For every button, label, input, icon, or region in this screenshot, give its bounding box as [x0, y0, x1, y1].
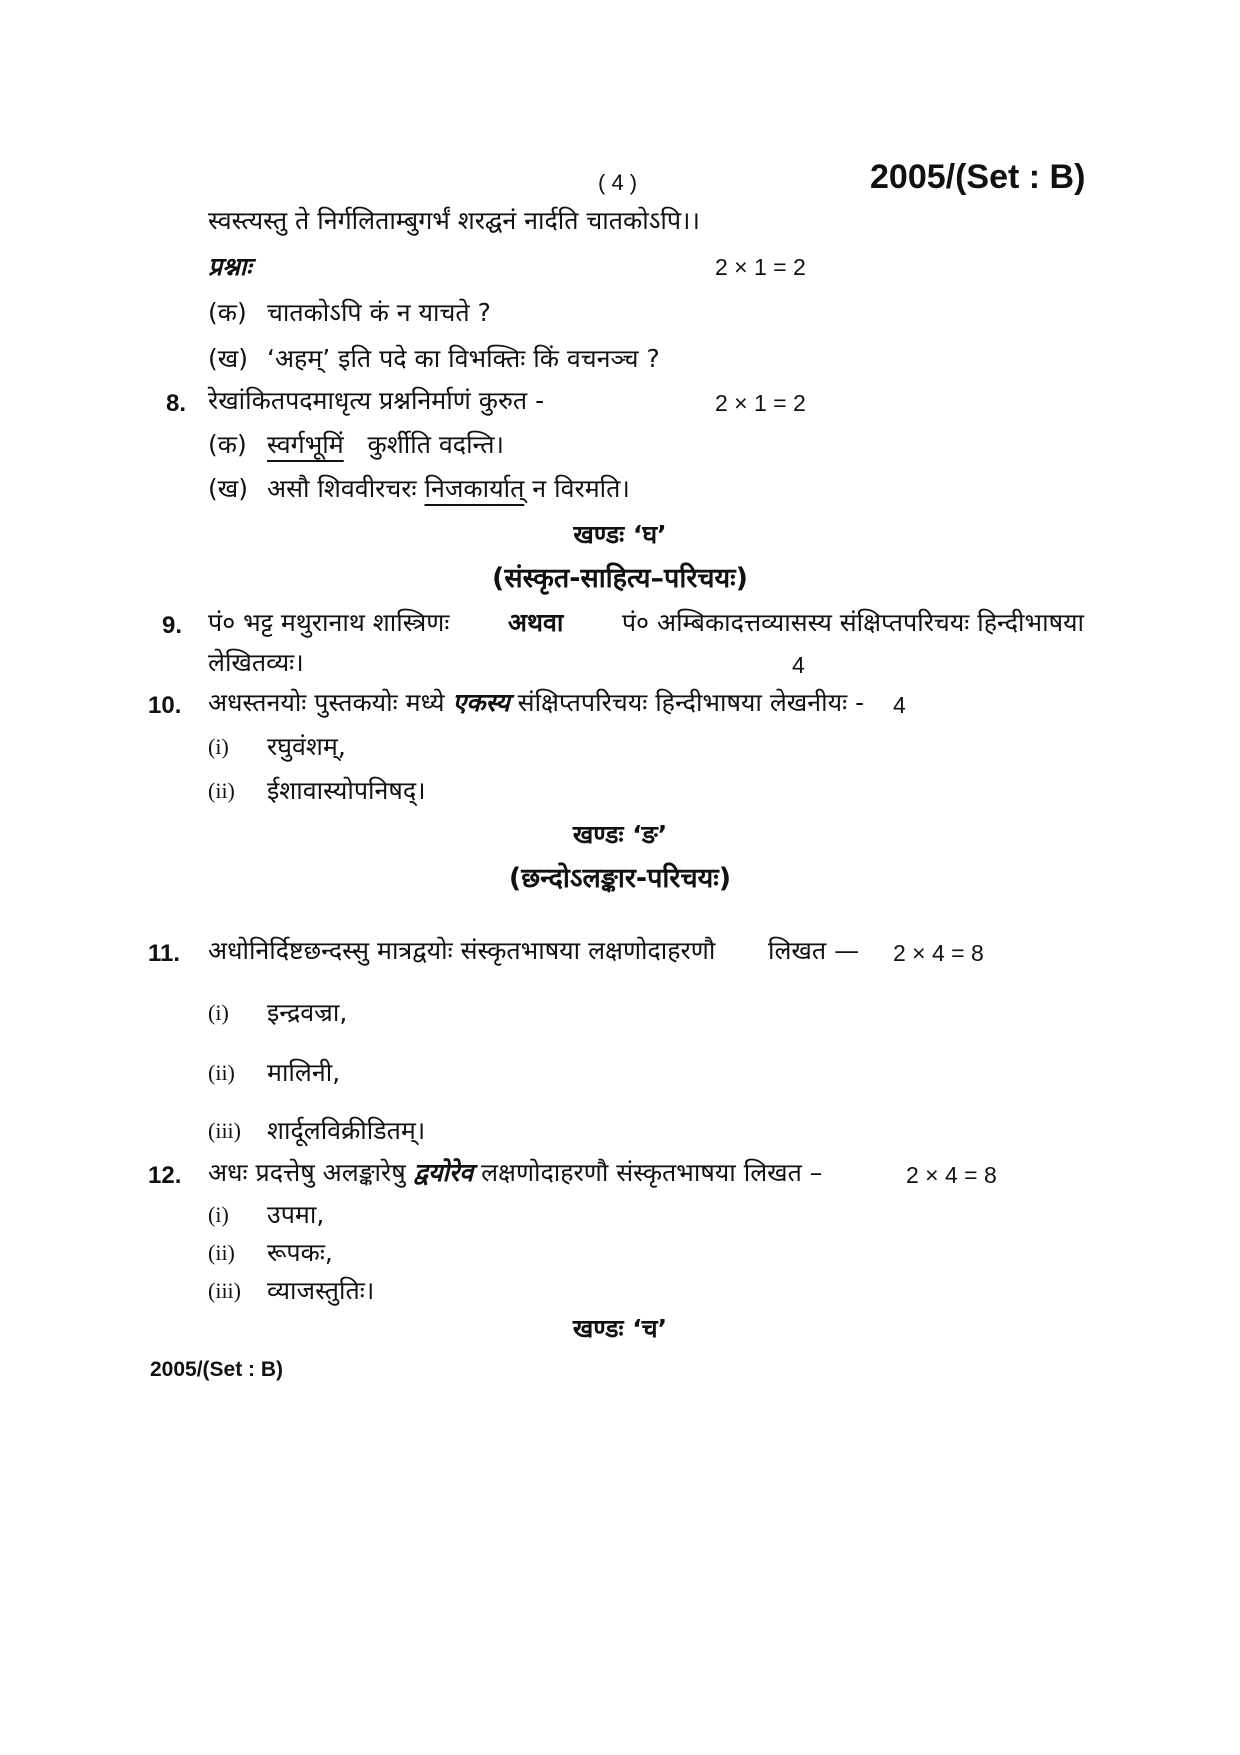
option-text: इन्द्रवज्रा, [267, 998, 348, 1027]
prashna-heading: प्रश्नाः [208, 252, 252, 281]
section-title: खण्डः ‘च’ [572, 1314, 668, 1343]
q10-part-b: संक्षिप्तपरिचयः हिन्दीभाषया लेखनीयः - [517, 688, 865, 717]
set-code-header: 2005/(Set : B) [870, 158, 1086, 196]
section-title: खण्डः ‘घ’ [573, 520, 667, 549]
option-label: (i) [208, 1202, 229, 1227]
question-text: रेखांकितपदमाधृत्य प्रश्ननिर्माणं कुरुत - [208, 386, 545, 415]
underlined-word: स्वर्गभूमिं [267, 430, 344, 459]
question-marks: 2 × 1 = 2 [715, 390, 806, 416]
section-title: खण्डः ‘ङ’ [572, 820, 668, 849]
prashna-item-label: (ख) [208, 344, 248, 373]
q9-athava: अथवा [507, 608, 564, 637]
option-rest: न विरमति। [532, 474, 630, 503]
question-marks: 4 [792, 652, 805, 678]
section-subtitle: (छन्दोऽलङ्कार-परिचयः) [508, 863, 732, 894]
q10-ekasya: एकस्य [452, 688, 510, 717]
option-text [267, 472, 630, 506]
option-label: (ii) [208, 1240, 235, 1265]
question-text-cont: लेखितव्यः। [208, 648, 304, 677]
option-label: (क) [208, 430, 247, 459]
page-number: ( 4 ) [598, 170, 638, 195]
option-text: शार्दूलविक्रीडितम्। [267, 1116, 426, 1145]
section-subtitle: (संस्कृत-साहित्य–परिचयः) [492, 563, 748, 594]
prashna-item-text: ‘अहम्’ इति पदे का विभक्तिः किं वचनञ्च ? [267, 344, 660, 373]
q12-part-b: लक्षणोदाहरणौ संस्कृतभाषया लिखत – [481, 1158, 823, 1187]
option-label: (iii) [208, 1278, 241, 1303]
option-text: ईशावास्योपनिषद्। [267, 776, 426, 805]
question-number: 10. [148, 692, 182, 719]
question-marks: 4 [893, 692, 906, 718]
option-rest: कुर्शीति वदन्ति। [367, 430, 504, 459]
option-text: उपमा, [267, 1200, 325, 1229]
q10-part-a: अधस्तनयोः पुस्तकयोः मध्ये [208, 688, 445, 717]
question-number: 11. [148, 940, 181, 967]
option-text: व्याजस्तुतिः। [267, 1276, 375, 1305]
option-label: (ii) [208, 778, 235, 803]
question-number: 9. [162, 612, 183, 639]
prashna-marks: 2 × 1 = 2 [715, 254, 806, 280]
q12-dvayoreva: द्वयोरेव [413, 1158, 474, 1187]
question-text [208, 686, 864, 720]
option-pre: असौ शिववीरचरः [267, 474, 417, 503]
option-label: (i) [208, 734, 229, 759]
q9-part-b: पं० अम्बिकादत्तव्यासस्य संक्षिप्तपरिचयः हिन्दीभाषया [621, 608, 1084, 637]
option-text: मालिनी, [267, 1058, 341, 1087]
underlined-word: निजकार्यात् [424, 474, 525, 503]
option-label: (ii) [208, 1060, 235, 1085]
prashna-item-text: चातकोऽपि कं न याचते ? [267, 298, 491, 327]
question-text [208, 606, 1084, 640]
q12-part-a: अधः प्रदत्तेषु अलङ्कारेषु [208, 1158, 406, 1187]
question-likhata: लिखत — [768, 936, 860, 965]
set-code-footer: 2005/(Set : B) [150, 1358, 284, 1381]
verse-line: स्वस्त्यस्तु ते निर्गलिताम्बुगर्भं शरद्घनं नार्दति चातकोऽपि।। [208, 206, 701, 235]
question-marks: 2 × 4 = 8 [893, 940, 984, 966]
prashna-item-label: (क) [208, 298, 247, 327]
option-label: (iii) [208, 1118, 241, 1143]
q9-part-a: पं० भट्ट मथुरानाथ शास्त्रिणः [208, 608, 450, 637]
question-text: अधोनिर्दिष्टछन्दस्सु मात्रद्वयोः संस्कृतभाषया लक्षणोदाहरणौ [208, 936, 716, 965]
option-text: रघुवंशम्, [267, 732, 346, 761]
question-text [208, 1156, 822, 1190]
question-marks: 2 × 4 = 8 [906, 1162, 997, 1188]
option-text: रूपकः, [267, 1238, 333, 1267]
question-number: 12. [148, 1162, 182, 1189]
question-number: 8. [166, 390, 187, 417]
option-text [267, 428, 504, 462]
option-label: (i) [208, 1000, 229, 1025]
option-label: (ख) [208, 474, 248, 503]
